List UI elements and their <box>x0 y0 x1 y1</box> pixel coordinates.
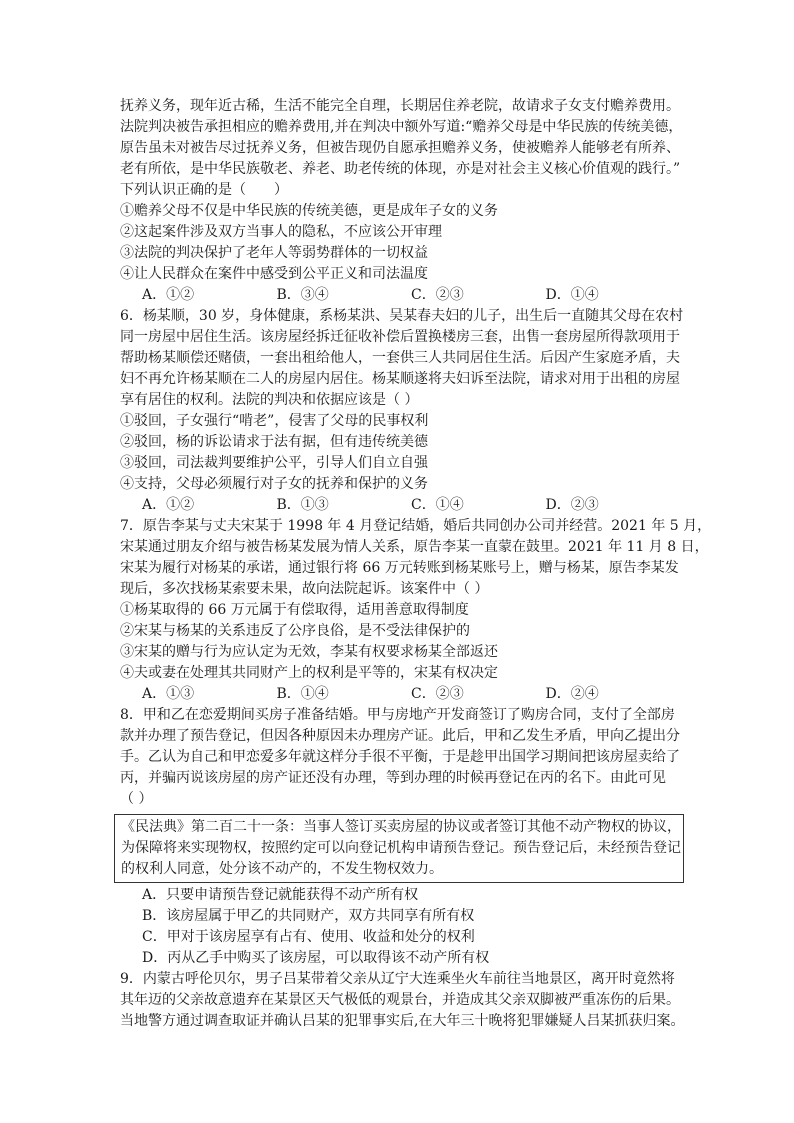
option-b: B．该房屋属于甲乙的共同财产，双方共同享有所有权 <box>142 908 475 924</box>
question-5-items <box>120 201 680 285</box>
option-a: A．①② <box>142 287 195 303</box>
option-c: C．①④ <box>411 497 464 513</box>
text-line: 款并办理了预告登记，但因各种原因未办理房产证。此后，甲和乙发生矛盾，甲向乙提出分 <box>120 728 680 744</box>
question-9-stem <box>120 969 685 1032</box>
question-5-stem <box>120 96 683 201</box>
option-d: D．①④ <box>545 287 599 303</box>
text-line: 同一房屋中居住生活。该房屋经拆迁征收补偿后置换楼房三套，出售一套房屋所得款项用于 <box>120 329 680 345</box>
option-b: B．①④ <box>276 686 329 702</box>
statement-item: ②驳回，杨的诉讼请求于法有据，但有违传统美德 <box>120 434 428 450</box>
text-line: 9．内蒙古呼伦贝尔，男子吕某带着父亲从辽宁大连乘坐火车前往当地景区，离开时竟然将 <box>120 971 675 987</box>
question-6-options <box>120 495 680 516</box>
text-line: 手。乙认为自己和甲恋爱多年就这样分手很不平衡，于是趁甲出国学习期间把该房屋卖给了 <box>120 749 680 765</box>
text-line: 下列认识正确的是（ ） <box>120 182 288 198</box>
question-5-options <box>120 285 680 306</box>
text-line: 妇不再允许杨某顺在二人的房屋内居住。杨某顺遂将夫妇诉至法院，请求对用于出租的房屋 <box>120 371 680 387</box>
question-8-options <box>120 885 680 969</box>
text-line: 其年迈的父亲故意遗弃在某景区天气极低的观景台，并造成其父亲双脚被严重冻伤的后果。 <box>120 992 680 1008</box>
statement-item: ①杨某取得的 66 万元属于有偿取得，适用善意取得制度 <box>120 602 469 618</box>
option-a: A．①③ <box>142 686 195 702</box>
text-line: 宋某为履行对杨某的承诺，通过银行将 66 万元转账到杨某账号上，赠与杨某，原告李某发 <box>120 560 679 576</box>
quote-line: 《民法典》第二百二十一条：当事人签订买卖房屋的协议或者签订其他不动产物权的协议， <box>121 819 681 835</box>
question-7-items <box>120 600 680 684</box>
statement-item: ③宋某的赠与行为应认定为无效，李某有权要求杨某全部返还 <box>120 644 498 660</box>
text-line: 7．原告李某与丈夫宋某于 1998 年 4 月登记结婚，婚后共同创办公司并经营。2021 年 5 月， <box>120 518 712 534</box>
document-page <box>120 96 712 1032</box>
text-line: 享有居住的权利。法院的判决和依据应该是（ ） <box>120 392 419 408</box>
question-7-stem <box>120 516 712 600</box>
text-line: 老有所依，是中华民族敬老、养老、助老传统的体现，亦是对社会主义核心价值观的践行。” <box>120 161 681 177</box>
option-a: A．①② <box>142 497 195 513</box>
statement-item: ③法院的判决保护了老年人等弱势群体的一切权益 <box>120 245 428 261</box>
statement-item: ②这起案件涉及双方当事人的隐私，不应该公开审理 <box>120 224 442 240</box>
statement-item: ④支持，父母必须履行对子女的抚养和保护的义务 <box>120 476 428 492</box>
text-line: （ ） <box>120 791 153 807</box>
text-line: 当地警方通过调查取证并确认吕某的犯罪事实后,在大年三十晚将犯罪嫌疑人吕某抓获归案。 <box>120 1013 685 1029</box>
option-c: C．甲对于该房屋享有占有、使用、收益和处分的权利 <box>142 929 475 945</box>
option-c: C．②③ <box>411 287 464 303</box>
text-line: 丙，并骗丙说该房屋的房产证还没有办理，等到办理的时候再登记在丙的名下。由此可见 <box>120 770 666 786</box>
option-d: D．②④ <box>545 686 599 702</box>
text-line: 原告虽未对被告尽过抚养义务，但被告现仍自愿承担赡养义务，使被赡养人能够老有所养、 <box>120 140 680 156</box>
option-a: A．只要申请预告登记就能获得不动产所有权 <box>142 887 419 903</box>
question-7-options <box>120 684 680 705</box>
statement-item: ④夫或妻在处理其共同财产上的权利是平等的，宋某有权决定 <box>120 665 498 681</box>
statement-item: ②宋某与杨某的关系违反了公序良俗，是不受法律保护的 <box>120 623 470 639</box>
statement-item: ③驳回，司法裁判要维护公平，引导人们自立自强 <box>120 455 428 471</box>
question-6-items <box>120 411 680 495</box>
option-d: D．丙从乙手中购买了该房屋，可以取得该不动产所有权 <box>142 950 490 966</box>
quote-line: 的权利人同意，处分该不动产的，不发生物权效力。 <box>121 861 443 877</box>
text-line: 现后，多次找杨某索要未果，故向法院起诉。该案件中（ ） <box>120 581 489 597</box>
option-b: B．①③ <box>276 497 329 513</box>
option-d: D．②③ <box>545 497 599 513</box>
text-line: 6．杨某顺，30 岁，身体健康，系杨某洪、吴某春夫妇的儿子，出生后一直随其父母在农村 <box>120 308 684 324</box>
statement-item: ①赡养父母不仅是中华民族的传统美德，更是成年子女的义务 <box>120 203 498 219</box>
statement-item: ④让人民群众在案件中感受到公平正义和司法温度 <box>120 266 428 282</box>
civil-code-quote-box <box>114 814 684 883</box>
option-c: C．②③ <box>411 686 464 702</box>
quote-line: 为保障将来实现物权，按照约定可以向登记机构申请预告登记。预告登记后，未经预告登记 <box>121 840 681 856</box>
statement-item: ①驳回，子女强行“啃老”，侵害了父母的民事权利 <box>120 413 429 429</box>
text-line: 帮助杨某顺偿还赌债，一套出租给他人，一套供三人共同居住生活。后因产生家庭矛盾，夫 <box>120 350 680 366</box>
text-line: 宋某通过朋友介绍与被告杨某发展为情人关系，原告李某一直蒙在鼓里。2021 年 11 月 8 日， <box>120 539 709 555</box>
text-line: 法院判决被告承担相应的赡养费用,并在判决中额外写道:“赡养父母是中华民族的传统美德， <box>120 119 683 135</box>
option-b: B．③④ <box>276 287 329 303</box>
question-6-stem <box>120 306 684 411</box>
question-8-stem <box>120 705 680 810</box>
text-line: 8．甲和乙在恋爱期间买房子准备结婚。甲与房地产开发商签订了购房合同，支付了全部房 <box>120 707 675 723</box>
text-line: 抚养义务，现年近古稀，生活不能完全自理，长期居住养老院，故请求子女支付赡养费用。 <box>120 98 680 114</box>
